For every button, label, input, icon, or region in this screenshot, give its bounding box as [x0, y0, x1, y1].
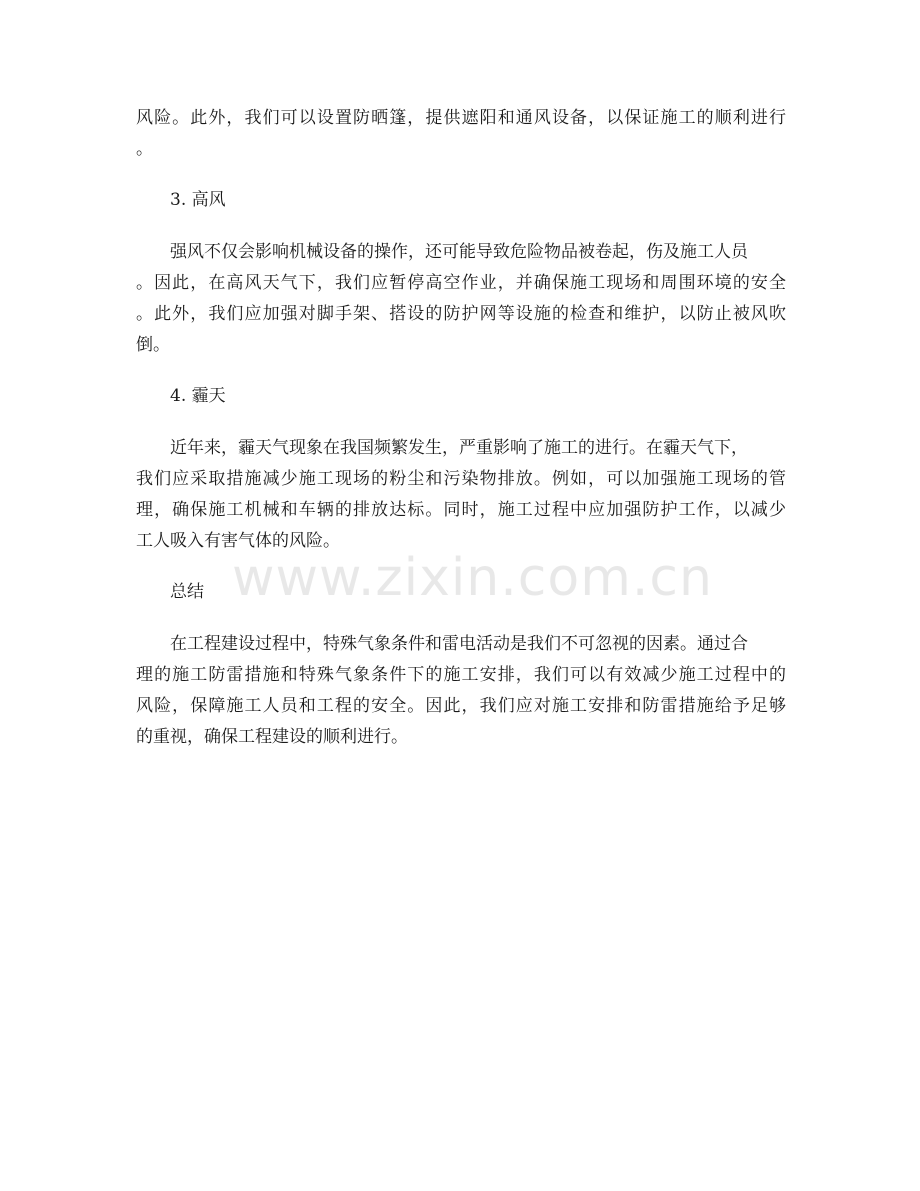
paragraph-intro-continuation	[136, 103, 786, 165]
watermark: www.zixin.com.cn	[232, 548, 713, 608]
paragraph-haze	[136, 433, 786, 557]
text-line: 风险。此外，我们可以设置防晒篷，提供遮阳和通风设备，以保证施工的顺利进行	[136, 108, 786, 128]
text-line: 近年来，霾天气现象在我国频繁发生，严重影响了施工的进行。在霾天气下，	[170, 438, 748, 458]
text-line: 。	[136, 139, 153, 159]
paragraph-summary	[136, 629, 786, 753]
text-line: 理的施工防雷措施和特殊气象条件下的施工安排，我们可以有效减少施工过程中的	[136, 665, 786, 685]
section-heading-summary: 总结	[170, 582, 204, 602]
text-line: 风险，保障施工人员和工程的安全。因此，我们应对施工安排和防雷措施给予足够	[136, 696, 786, 716]
text-line: 工人吸入有害气体的风险。	[136, 531, 340, 551]
document-body	[136, 103, 786, 773]
text-line: 理，确保施工机械和车辆的排放达标。同时，施工过程中应加强防护工作，以减少	[136, 500, 786, 520]
paragraph-high-wind	[136, 237, 786, 361]
text-line: 我们应采取措施减少施工现场的粉尘和污染物排放。例如，可以加强施工现场的管	[136, 469, 786, 489]
text-line: 在工程建设过程中，特殊气象条件和雷电活动是我们不可忽视的因素。通过合	[170, 634, 748, 654]
text-line: 倒。	[136, 335, 170, 355]
section-heading-haze: 4. 霾天	[170, 386, 226, 406]
section-heading-high-wind: 3. 高风	[170, 190, 226, 210]
text-line: 强风不仅会影响机械设备的操作，还可能导致危险物品被卷起，伤及施工人员	[170, 242, 748, 262]
text-line: 。此外，我们应加强对脚手架、搭设的防护网等设施的检查和维护，以防止被风吹	[136, 304, 786, 324]
text-line: 。因此，在高风天气下，我们应暂停高空作业，并确保施工现场和周围环境的安全	[136, 273, 786, 293]
text-line: 的重视，确保工程建设的顺利进行。	[136, 727, 408, 747]
